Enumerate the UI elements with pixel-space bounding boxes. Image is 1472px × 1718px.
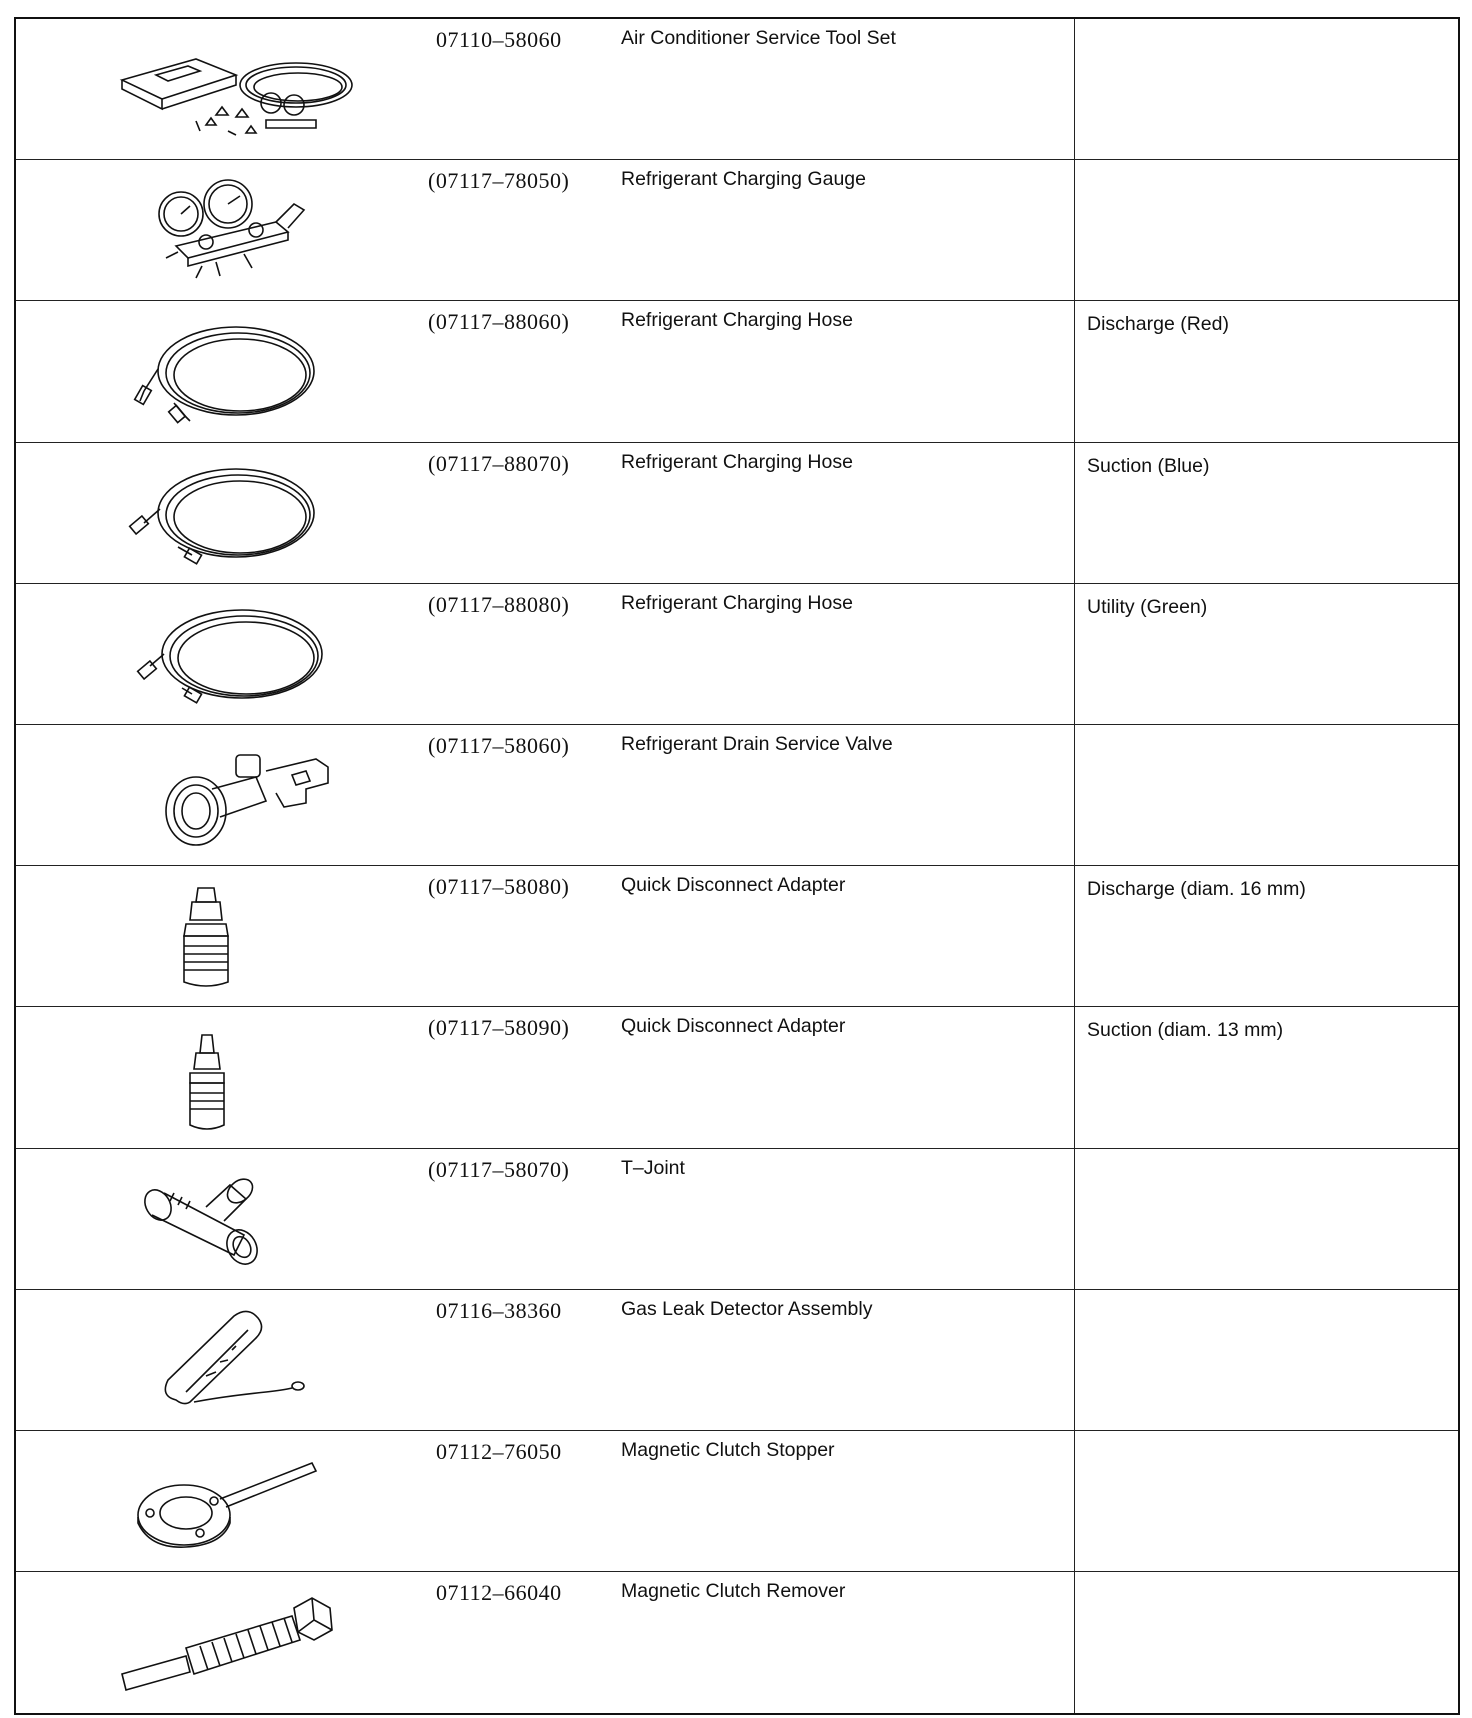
- notes-cell: [1074, 160, 1458, 300]
- part-number: 07112–76050: [436, 1438, 562, 1464]
- tool-description: Refrigerant Charging Hose: [621, 591, 853, 614]
- notes-cell: [1074, 584, 1458, 724]
- charging-hose-icon: [116, 590, 356, 718]
- charging-hose-icon: [116, 307, 356, 435]
- table-row: [16, 160, 1458, 301]
- tool-description: Refrigerant Drain Service Valve: [621, 732, 893, 755]
- tool-description: Air Conditioner Service Tool Set: [621, 27, 896, 49]
- clutch-stopper-icon: [116, 1437, 356, 1565]
- t-joint-icon: [116, 1155, 356, 1283]
- tool-description: Magnetic Clutch Remover: [621, 1580, 846, 1603]
- part-number: (07117–78050): [428, 168, 570, 194]
- part-number: (07117–58080): [428, 874, 570, 900]
- notes-cell: [1074, 443, 1458, 583]
- table-row: [16, 443, 1458, 584]
- gas-leak-detector-icon: [116, 1296, 356, 1424]
- part-number: 07116–38360: [436, 1297, 562, 1323]
- part-number: 07110–58060: [436, 27, 562, 52]
- charging-hose-icon: [116, 449, 356, 577]
- notes-cell: [1074, 1290, 1458, 1430]
- tool-description: Refrigerant Charging Hose: [621, 450, 853, 473]
- quick-disconnect-adapter-icon: [116, 872, 356, 1000]
- notes-cell: [1074, 1572, 1458, 1713]
- part-number: (07117–88060): [428, 309, 570, 335]
- tool-note: Discharge (diam. 16 mm): [1087, 878, 1306, 901]
- service-tool-set-icon: [116, 25, 356, 153]
- table-row: [16, 19, 1458, 160]
- table-row: [16, 301, 1458, 442]
- tool-note: Suction (Blue): [1087, 454, 1210, 477]
- part-number: (07117–58090): [428, 1015, 570, 1041]
- notes-cell: [1074, 1431, 1458, 1571]
- notes-cell: [1074, 866, 1458, 1006]
- clutch-remover-icon: [116, 1578, 356, 1706]
- tool-description: Quick Disconnect Adapter: [621, 1015, 846, 1038]
- notes-cell: [1074, 1007, 1458, 1147]
- tool-note: Discharge (Red): [1087, 313, 1229, 336]
- part-number: (07117–58060): [428, 732, 570, 758]
- part-number: (07117–88070): [428, 450, 570, 476]
- notes-cell: [1074, 1149, 1458, 1289]
- tool-description: Quick Disconnect Adapter: [621, 874, 846, 897]
- special-tools-table: [14, 17, 1460, 1715]
- charging-gauge-icon: [116, 166, 356, 294]
- drain-service-valve-icon: [116, 731, 356, 859]
- table-row: [16, 1431, 1458, 1572]
- notes-cell: [1074, 19, 1458, 159]
- notes-cell: [1074, 725, 1458, 865]
- quick-disconnect-adapter-small-icon: [116, 1013, 356, 1141]
- table-row: [16, 584, 1458, 725]
- table-row: [16, 1290, 1458, 1431]
- tool-description: Refrigerant Charging Hose: [621, 309, 853, 332]
- table-row: [16, 866, 1458, 1007]
- part-number: (07117–88080): [428, 591, 570, 617]
- tool-description: Gas Leak Detector Assembly: [621, 1297, 873, 1320]
- tool-description: T–Joint: [621, 1156, 685, 1179]
- table-row: [16, 1007, 1458, 1148]
- part-number: 07112–66040: [436, 1580, 562, 1606]
- tool-note: Utility (Green): [1087, 595, 1208, 618]
- notes-cell: [1074, 301, 1458, 441]
- tool-description: Magnetic Clutch Stopper: [621, 1438, 835, 1461]
- table-row: [16, 725, 1458, 866]
- tool-description: Refrigerant Charging Gauge: [621, 168, 866, 191]
- table-row: [16, 1149, 1458, 1290]
- tool-note: Suction (diam. 13 mm): [1087, 1019, 1284, 1042]
- part-number: (07117–58070): [428, 1156, 570, 1182]
- table-row: [16, 1572, 1458, 1713]
